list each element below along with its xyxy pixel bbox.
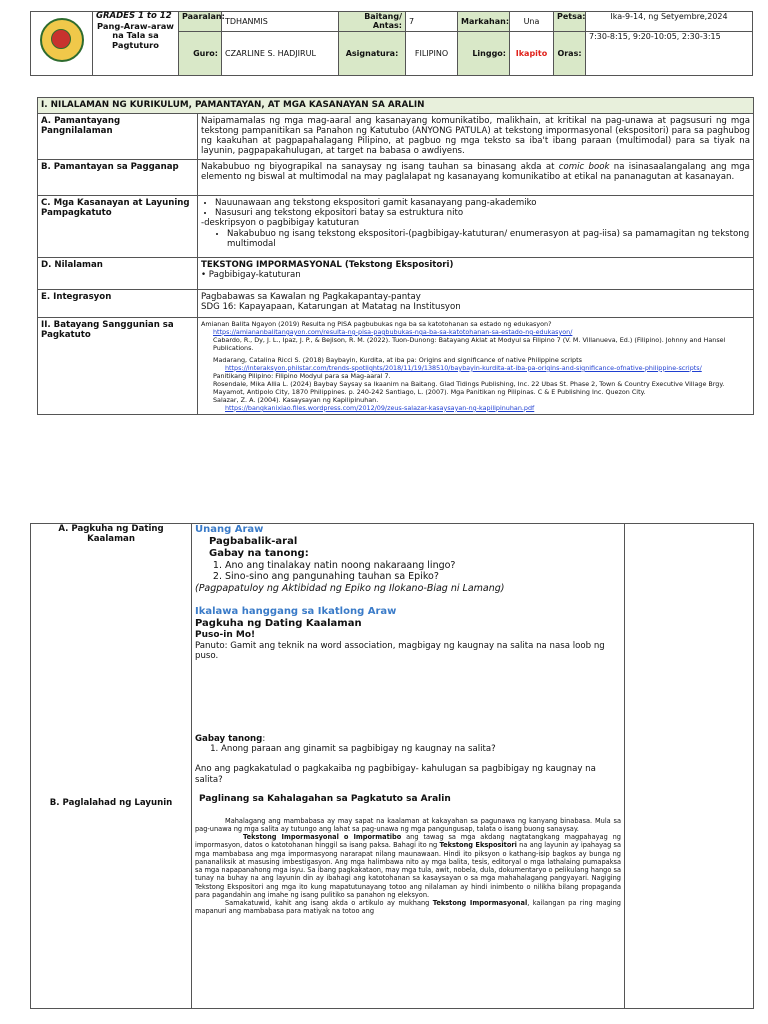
linggo-value: Ikapito	[510, 32, 554, 76]
nilalaman-sub: • Pagbibigay-katuturan	[201, 270, 301, 281]
row-label-pamantayang-pangnilalaman: A. Pamantayang Pangnilalaman	[38, 113, 198, 159]
reference-item: Madarang, Catalina Ricci S. (2018) Baybayin, Kurdita, at iba pa: Origins and significance of native Philippine scripts	[213, 355, 582, 364]
doc-type-label: Pang-Araw-araw na Tala sa Pagtuturo	[97, 20, 174, 50]
guro-value: CZARLINE S. HADJIRUL	[222, 32, 339, 76]
row-label-integrasyon: E. Integrasyon	[38, 289, 198, 317]
row-label-pamantayan-sa-pagganap: B. Pamantayan sa Pagganap	[38, 159, 198, 195]
kasanayan-item: • Nauunawaan ang tekstong ekspositori gamit kasanayang pang-akademiko	[215, 198, 750, 208]
balik-aral-heading: Pagbabalik-aral	[209, 536, 298, 547]
question-item: 1. Anong paraan ang ginamit sa pagbibigay ng kaugnay na salita?	[221, 744, 621, 754]
school-logo-cell	[31, 12, 93, 76]
procedure-labels-cell	[31, 524, 192, 1009]
row-text-kasanayan	[198, 195, 754, 257]
kasanayan-item: • Nakabubuo ng isang tekstong ekspositori-(pagbibigay-katuturan/ enumerasyon at pag-iisa) sa pamamagitan ng tekstong multimodal	[227, 229, 750, 250]
oras-label: Oras:	[554, 32, 586, 76]
nilalaman-title: TEKSTONG IMPORMASYONAL (Tekstong Ekspositori)	[201, 259, 454, 270]
kasanayan-subitem: -deskripsyon o pagbibigay katuturan	[201, 218, 360, 229]
reference-link[interactable]: https://bangkanixiao.files.wordpress.com/2012/09/zeus-salazar-kasaysayan-ng-kapilipinuhan.pdf	[225, 403, 535, 412]
row-text-integrasyon	[198, 289, 754, 317]
grades-cell	[93, 12, 179, 76]
reference-item: Amianan Balita Ngayon (2019) Resulta ng PISA pagbubukas nga ba sa katotohanan sa estado ng edukasyon?	[201, 319, 552, 328]
notes-column	[625, 524, 754, 1009]
body-paragraph: Samakatuwid, kahit ang isang akda o artikulo ay mukhang Tekstong Impormasyonal, kailangan pa ring maging mapanuri ang mambabasa para matiyak na totoo ang	[195, 898, 621, 916]
question-item: 2. Sino-sino ang pangunahing tauhan sa Epiko?	[225, 571, 621, 582]
curriculum-table	[37, 97, 754, 415]
procedure-content-cell	[192, 524, 625, 1009]
row-label-kasanayan: C. Mga Kasanayan at Layuning Pampagkatuto	[38, 195, 198, 257]
paglinang-heading: Paglinang sa Kahalagahan sa Pagkatuto sa Aralin	[199, 793, 451, 804]
linggo-label: Linggo:	[458, 32, 510, 76]
label-paglalahad: B. Paglalahad ng Layunin	[49, 798, 173, 808]
baitang-label: Baitang/ Antas:	[339, 12, 406, 32]
reference-item: Cabardo, R., Dy, J. L., Ipaz, J. P., & Bejison, R. M. (2022). Tuon-Dunong: Batayang Aklat at Modyul sa Filipino 7 (V. M. Villanueva, Ed.) (Filipino). Johnny and Hansel Publications.	[213, 335, 726, 352]
baitang-value: 7	[406, 12, 458, 32]
day1-heading: Unang Araw	[195, 524, 264, 535]
header-table	[30, 11, 753, 76]
reference-item: Rosendale, Mika Allia L. (2024) Baybay Saysay sa Ikaanim na Baitang. Glad Tidings Publishing, Inc. 22 Ubas St. Phase 2, Town & Country Executive Village Brgy. Mayamot, Antipolo City, 1870 Philippines. p. 240-242 Santiago, L. (2007). Mga Panitikan ng Pilipinas. C & E Publishing Inc. Quezon City.	[213, 379, 725, 396]
reference-item: Salazar, Z. A. (2004). Kasaysayan ng Kapilipinuhan.	[213, 395, 379, 404]
paaralan-value: TDHANMIS	[222, 12, 339, 32]
gabay2-heading: Gabay tanong:	[195, 733, 266, 744]
body-paragraph: Mahalagang ang mambabasa ay may sapat na kaalaman at kakayahan sa pagunawa ng kanyang binabasa. Mula sa pag-unawa ng mga salita ay tutungo ang lahat sa pag-unawa ng mga pangungusap, talata o isang buong sanaysay.	[195, 816, 621, 833]
reference-item: Panitikang Pilipino: Filipino Modyul para sa Mag-aaral 7.	[213, 371, 391, 380]
kasanayan-item: • Nasusuri ang tekstong ekpositori batay sa estruktura nito	[215, 208, 750, 218]
grades-label: GRADES 1 to 12	[96, 11, 172, 21]
day2-heading: Ikalawa hanggang sa Ikatlong Araw	[195, 606, 397, 618]
row-text-pamantayan-sa-pagganap: Nakabubuo ng biyograpikal na sanaysay ng isang tauhan sa binasang akda at comic book na isinasaalangalang ang mga elemento ng biswal at multimodal na may paglalapat ng kasanayang komunikatibo at etikal na pananagutan at kasanayan.	[198, 159, 754, 195]
gabay-heading: Gabay na tanong:	[209, 548, 309, 559]
pagkuha-heading: Pagkuha ng Dating Kaalaman	[195, 618, 362, 630]
integrasyon-line: Pagbabawas sa Kawalan ng Pagkakapantay-pantay	[201, 291, 421, 302]
oras-value: 7:30-8:15, 9:20-10:05, 2:30-3:15	[586, 32, 753, 76]
body-paragraph: Tekstong Impormasyonal o Impormatibo ang tawag sa mga akdang nagtatangkang magpahayag ng impormasyon, datos o katotohanan hinggil sa isang paksa. Bahagi ito ng Tekstong Ekspositori na ang layunin ay ipahayag sa mga mambabasa ang mga impormasyong nararapat nilang maunawaan. Hindi ito piksyon o kathang-isip bagkos ay bunga ng pananaliksik at masusing imbestigasyon. Ang mga halimbawa nito ay mga balita, tesis, editoryal o mga lathalaing pumapaksa sa mga napapanahong mga isyu. Sa ibang pagkakataon, may mga tula, awit, nobela, dula, dokumentaryo o pelikulang hango sa tunay na buhay na ang layunin din ay ibahagi ang katotohanan sa kasaysayan o sa mga mahahalagang pangyayari. Nagiging Tekstong Ekspositori ang mga ito kung mapatutunayang totoo ang nilalaman ay hindi inimbento o nilikha bilang propaganda para pagandahin ang imahe ng isang pulitiko sa panahon ng eleksyon.	[195, 833, 621, 899]
puso-heading: Puso-in Mo!	[195, 630, 256, 641]
school-seal-icon	[40, 18, 84, 62]
row-label-nilalaman: D. Nilalaman	[38, 257, 198, 289]
activity-note: (Pagpapatuloy ng Aktibidad ng Epiko ng Ilokano-Biag ni Lamang)	[195, 582, 505, 594]
paaralan-label: Paaralan:	[179, 12, 222, 32]
asignatura-label: Asignatura:	[339, 32, 406, 76]
row-text-nilalaman	[198, 257, 754, 289]
petsa-value: Ika-9-14, ng Setyembre,2024	[586, 12, 753, 32]
row-label-sanggunian: II. Batayang Sanggunian sa Pagkatuto	[38, 317, 198, 414]
section1-title: I. NILALAMAN NG KURIKULUM, PAMANTAYAN, AT MGA KASANAYAN SA ARALIN	[38, 98, 754, 114]
question-text: Ano ang pagkakatulad o pagkakaiba ng pagbibigay- kahulugan sa pagbibigay ng kaugnay na salita?	[195, 764, 596, 785]
reference-link[interactable]: https://interaksyon.philstar.com/trends-spotlights/2018/11/19/138510/baybayin-kurdita-at-iba-pa-origins-and-significance-ofnative-philippine-scripts/	[225, 363, 702, 372]
markahan-value: Una	[510, 12, 554, 32]
panuto-text: Panuto: Gamit ang teknik na word association, magbigay ng kaugnay na salita na nasa loob ng puso.	[195, 640, 605, 662]
reference-link[interactable]: https://amiananbalitangayon.com/resulta-ng-pisa-pagbubukas-nga-ba-sa-katotohanan-sa-estado-ng-edukasyon/	[213, 327, 573, 336]
asignatura-value: FILIPINO	[406, 32, 458, 76]
row-text-sanggunian	[198, 317, 754, 414]
integrasyon-line: SDG 16: Kapayapaan, Katarungan at Matatag na Institusyon	[201, 302, 461, 313]
guro-label: Guro:	[179, 32, 222, 76]
markahan-label: Markahan:	[458, 12, 510, 32]
petsa-label: Petsa:	[554, 12, 586, 32]
question-item: 1. Ano ang tinalakay natin noong nakaraang lingo?	[225, 560, 621, 571]
procedure-table	[30, 523, 754, 1009]
row-text-pamantayang-pangnilalaman: Naipamamalas ng mga mag-aaral ang kasanayang komunikatibo, malikhain, at kritikal na pag-unawa at pagsusuri ng mga tekstong pampanitikan sa Panahon ng Katutubo (ANYONG PATULA) at tekstong impormasyonal (ekspositori) para sa paghubog ng kaakuhan at pagpapahalagang Pilipino, at pagbuo ng mga teksto sa iba't ibang paraan (multimodal) para sa tiyak na layunin, pagpapakahulugan, at target na babasa o awdiyens.	[198, 113, 754, 159]
label-pagkuha: A. Pagkuha ng Dating Kaalaman	[58, 524, 164, 545]
